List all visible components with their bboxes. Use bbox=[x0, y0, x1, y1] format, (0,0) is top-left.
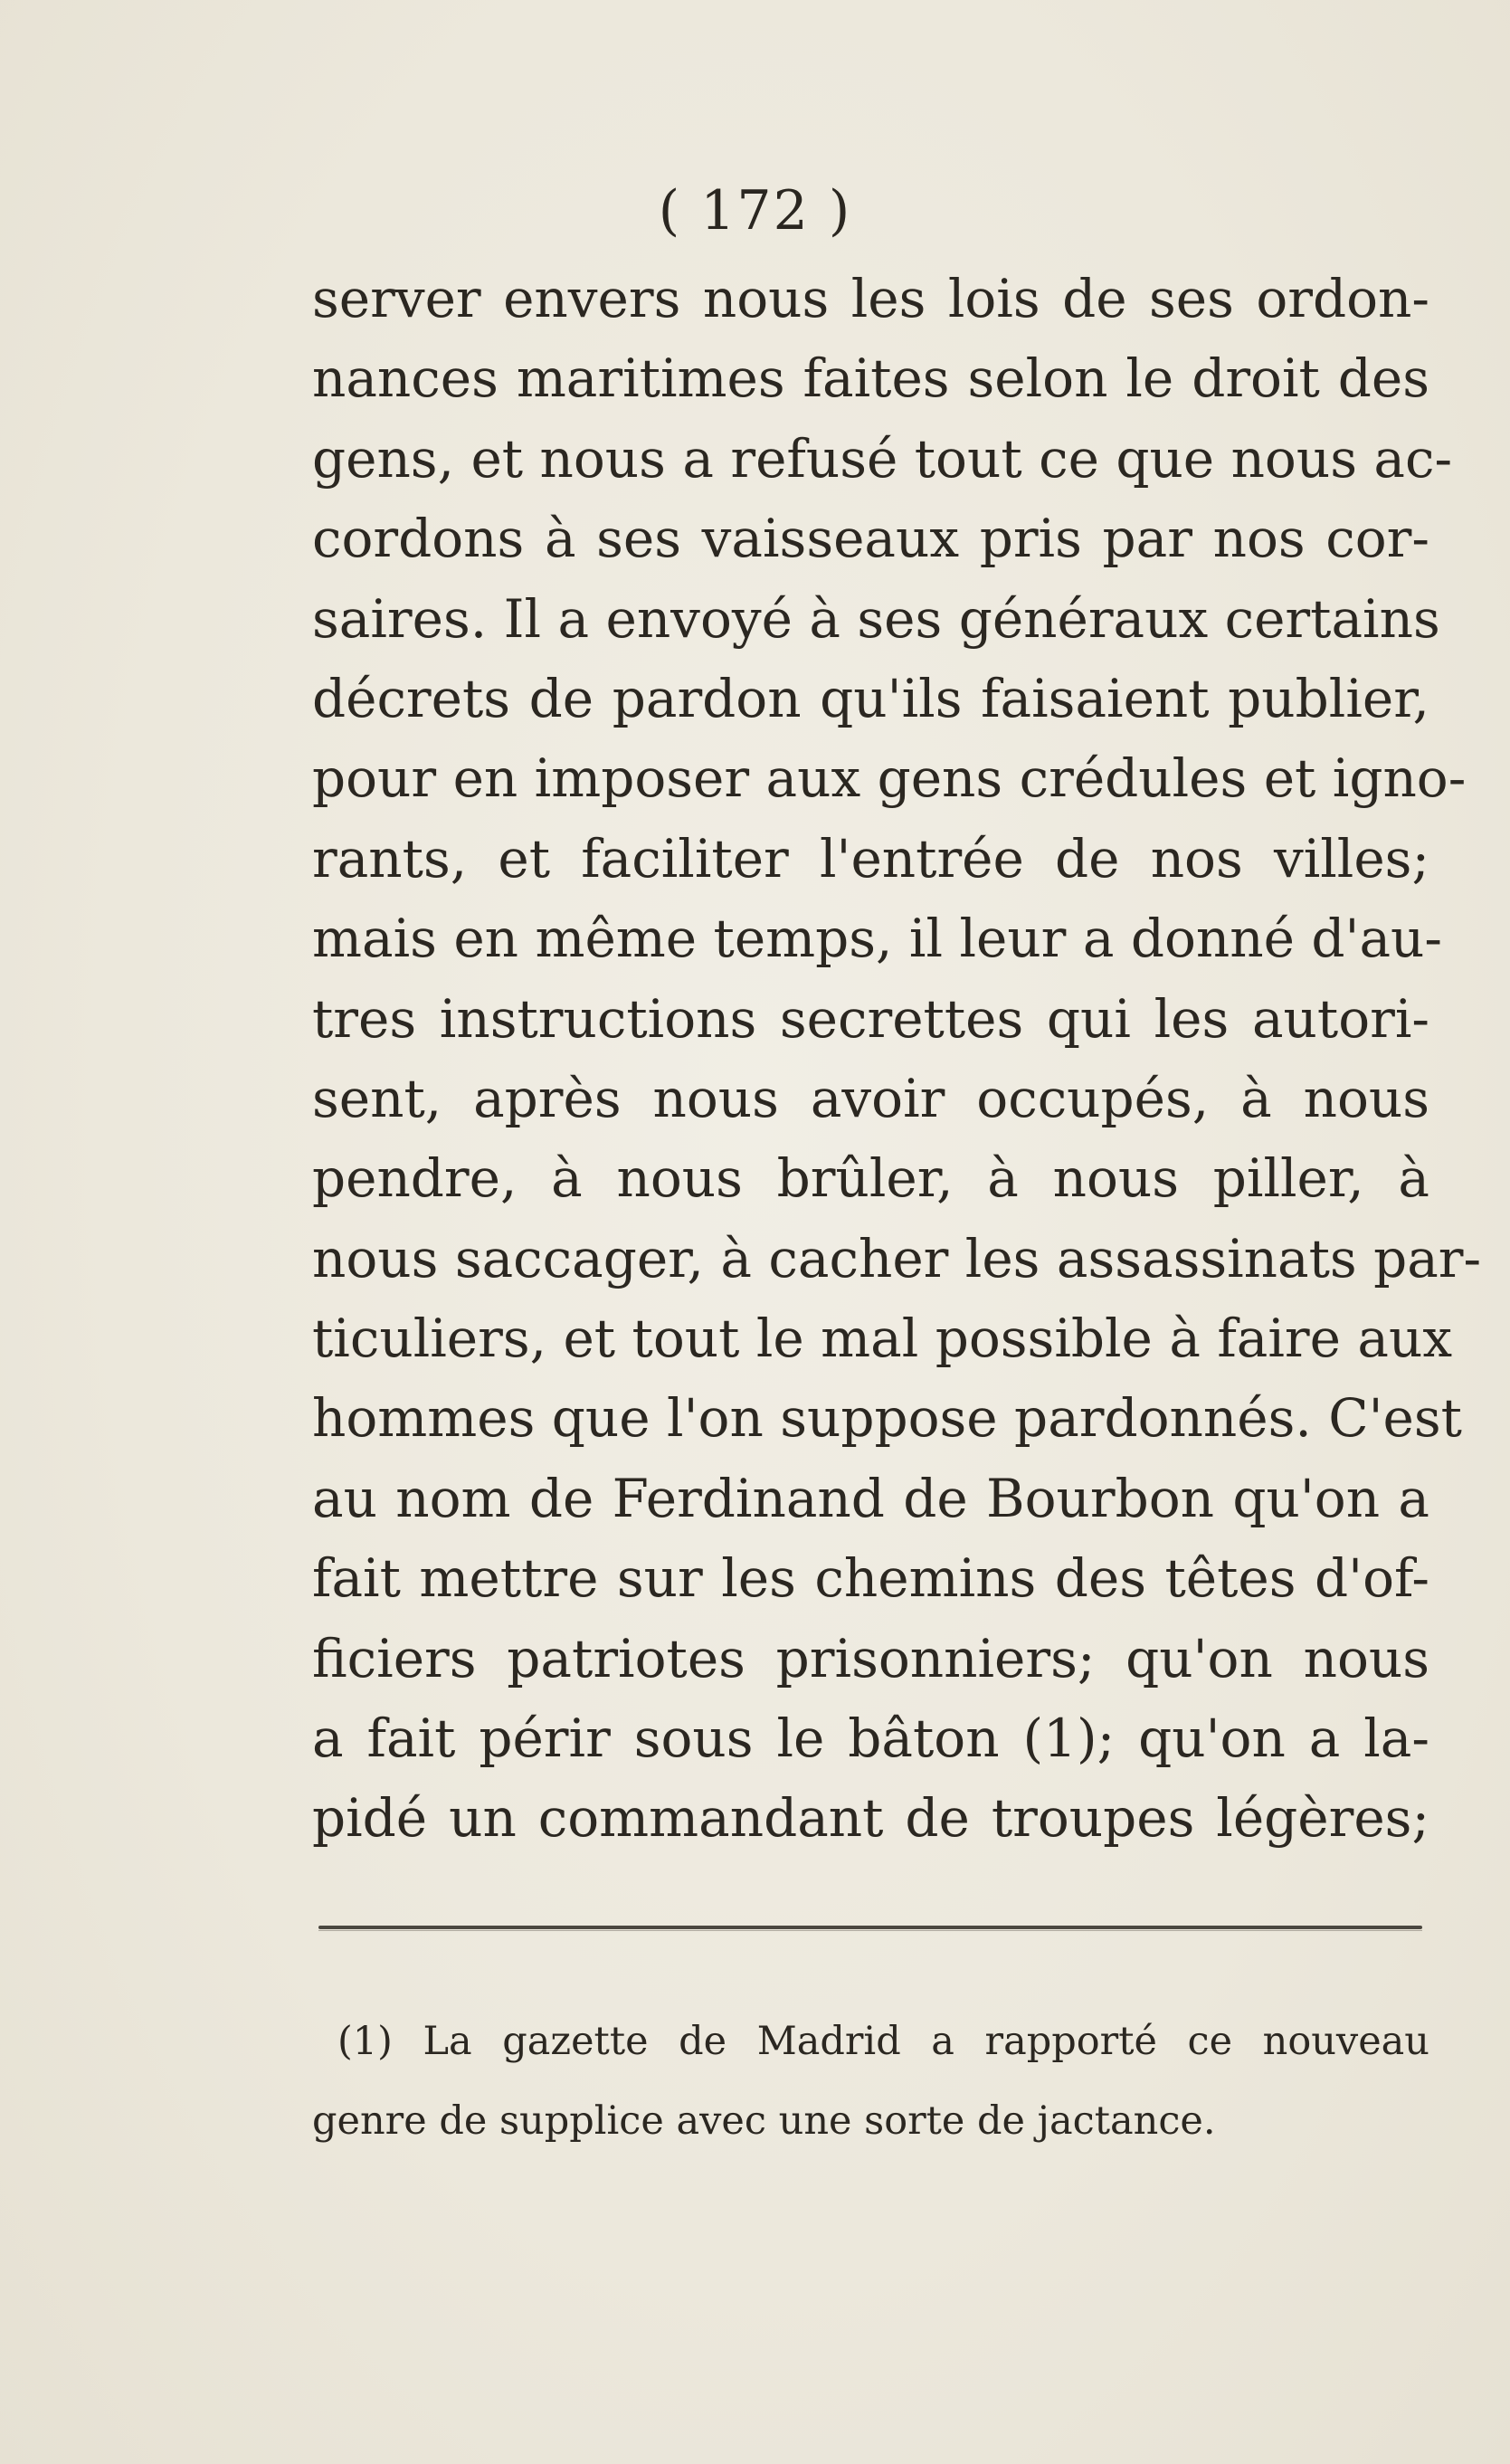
text-line: ficiers patriotes prisonniers; qu'on nous bbox=[312, 1627, 1429, 1689]
text-line: nous saccager, à cacher les assassinats par- bbox=[312, 1227, 1482, 1289]
text-line: rants, et faciliter l'entrée de nos villes; bbox=[312, 827, 1429, 890]
text-line: a fait périr sous le bâton (1); qu'on a la- bbox=[312, 1708, 1429, 1770]
footnote-line: genre de supplice avec une sorte de jactance. bbox=[312, 2098, 1216, 2144]
footnote bbox=[312, 2002, 1429, 2161]
text-line: gens, et nous a refusé tout ce que nous ac- bbox=[312, 427, 1453, 490]
text-line: cordons à ses vaisseaux pris par nos cor- bbox=[312, 508, 1429, 570]
text-line: pidé un commandant de troupes légères; bbox=[312, 1787, 1429, 1850]
page-number: ( 172 ) bbox=[658, 179, 852, 243]
text-line: mais en même temps, il leur a donné d'au- bbox=[312, 908, 1442, 970]
text-line: pendre, à nous brûler, à nous piller, à bbox=[312, 1147, 1429, 1210]
footnote-separator-rule bbox=[318, 1926, 1422, 1929]
text-line: tres instructions secrettes qui les autori- bbox=[312, 987, 1429, 1050]
text-line: saires. Il a envoyé à ses généraux certains bbox=[312, 587, 1440, 650]
text-line: hommes que l'on suppose pardonnés. C'est bbox=[312, 1387, 1462, 1450]
footnote-separator-shadow bbox=[318, 1930, 1422, 1931]
text-line: décrets de pardon qu'ils faisaient publier, bbox=[312, 667, 1429, 729]
text-line: ticuliers, et tout le mal possible à faire aux bbox=[312, 1308, 1453, 1370]
text-line: pour en imposer aux gens crédules et igno- bbox=[312, 747, 1467, 810]
body-text bbox=[312, 259, 1482, 1859]
text-line: server envers nous les lois de ses ordon- bbox=[312, 268, 1429, 329]
text-line: sent, après nous avoir occupés, à nous bbox=[312, 1067, 1429, 1129]
text-line: fait mettre sur les chemins des têtes d'of- bbox=[312, 1547, 1429, 1610]
footnote-line: (1) La gazette de Madrid a rapporté ce nouveau bbox=[337, 2019, 1429, 2064]
text-line: nances maritimes faites selon le droit des bbox=[312, 347, 1429, 410]
text-line: au nom de Ferdinand de Bourbon qu'on a bbox=[312, 1467, 1429, 1529]
